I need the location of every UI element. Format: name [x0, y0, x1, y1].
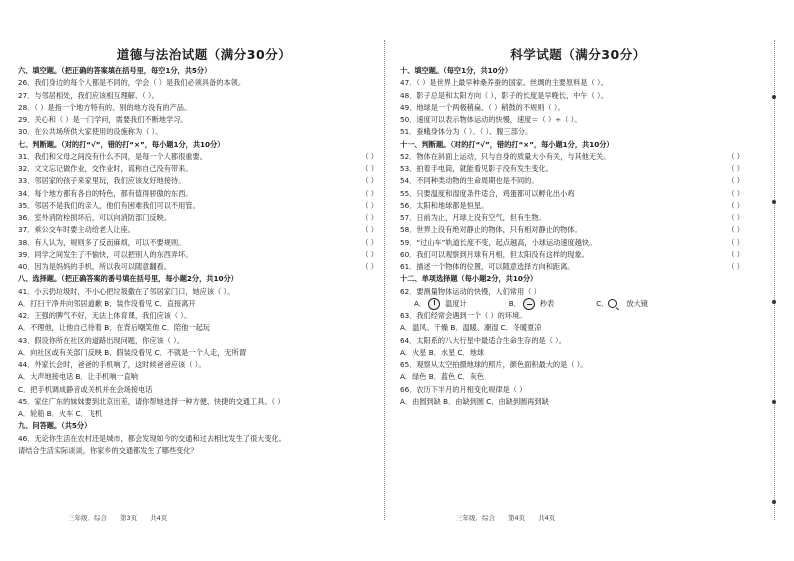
line-text: 七、判断题。（对的打“√”，错的打“×”，每小题1分，共10分） [18, 139, 225, 149]
question-line [400, 126, 756, 138]
question-line [18, 286, 390, 298]
thermometer-icon [428, 298, 440, 310]
answer-parentheses: （ ） [727, 176, 744, 186]
line-text: 八、选择题。（把正确答案的番号填在括号里，每小题2分，共10分） [18, 274, 238, 284]
binding-hole [772, 400, 776, 404]
line-text: 29．关心和（ ）是一门学问，需要我们不断地学习。 [18, 115, 188, 124]
answer-parentheses: （ ） [727, 249, 744, 259]
line-text: 九、问答题。（共5分） [18, 421, 92, 431]
line-text: C．把手机调成静音或关机并在会场接电话 [18, 384, 153, 394]
question-line [18, 151, 390, 163]
line-text: 46．无论你生活在农村还是城市，都会发现如今的交通和过去相比发生了很大变化。 [18, 433, 286, 443]
page-footer: 三年级．综合 第3页 共4页 [68, 514, 168, 522]
binding-hole [772, 500, 776, 504]
line-text: 六、填空题。（把正确的答案填在括号里，每空1分，共5分） [18, 66, 212, 75]
answer-parentheses: （ ） [361, 176, 378, 186]
magnifier-icon [608, 299, 617, 308]
question-line [400, 335, 756, 347]
question-line [18, 212, 390, 224]
line-text: 30．在公共场所供大家使用的设施称为（ ）。 [18, 127, 163, 137]
line-text: 44．外家长会时，爸爸的手机响了，这时候爸爸应该（ ）。 [18, 360, 206, 369]
line-text: 65．观察从太空拍摄地球的照片，颜色面积最大的是（ ）。 [400, 360, 588, 369]
line-text: 34．每个地方都有各自的特色，都有值得骄傲的东西。 [18, 188, 193, 198]
line-text: 43．假设你所在社区的道路出现问题，你应该（ ）。 [18, 335, 184, 345]
binding-hole [772, 95, 776, 99]
question-line [18, 359, 390, 371]
option-text: 温度计 [445, 298, 467, 308]
line-text: 64．太阳系的八大行星中最适合生命生存的是（ ）。 [400, 335, 566, 345]
question-line [400, 151, 756, 163]
question-line [400, 396, 756, 408]
answer-parentheses: （ ） [361, 237, 378, 247]
answer-parentheses: （ ） [361, 249, 378, 259]
answer-parentheses: （ ） [727, 262, 744, 271]
question-line [400, 175, 756, 187]
line-text: 58．世界上没有绝对静止的物体，只有相对静止的物体。 [400, 225, 582, 235]
section-heading [18, 65, 390, 77]
line-text: 66．农历下半月的月相变化规律是（ ） [400, 384, 527, 394]
left-exam-page [18, 0, 390, 561]
line-text: 51．蚕蛾身体分为（ ）、（ ）、腹三部分。 [400, 127, 533, 137]
line-text: 35．邻居不是我们的亲人，他们有困难我们可以不用管。 [18, 200, 200, 210]
line-text: 45．家住广东的妹妹要到北京出差，请你帮她选择一种方便、快捷的交通工具。（ ） [18, 396, 285, 406]
section-heading [400, 273, 756, 285]
question-line [400, 347, 756, 359]
line-text: A．打扫干净并向邻居道歉 B．装作没看见 C．直接离开 [18, 298, 196, 308]
line-text: 32．文文忘记做作业，交作业时，谎称自己没有带来。 [18, 164, 193, 173]
line-text: 54．不同种类动物的生命周期也是不同的。 [400, 176, 539, 186]
line-text: 48．影子总是和太阳方向（ ），影子的长度是早晚长，中午（ ）。 [400, 90, 608, 100]
question-line [400, 212, 756, 224]
option-letter: C． [596, 298, 609, 308]
question-line [18, 347, 390, 359]
question-line [400, 224, 756, 236]
question-line [18, 224, 390, 236]
line-text: 59．“过山车”轨道长度不变，起点越高，小球运动速度越快。 [400, 237, 597, 247]
question-line [18, 335, 390, 347]
page-divider [384, 40, 385, 520]
question-line [18, 445, 390, 457]
line-text: 28．（ ）是指一个地方特有的、别的地方没有的产品。 [18, 102, 192, 112]
line-text: 60．我们可以观察到月球有月相，但太阳没有这样的现象。 [400, 249, 589, 259]
line-text: 56．太阳和地球都是恒星。 [400, 200, 489, 210]
line-text: A．向社区或有关部门反映 B．假装没看见 C．不就是一个人走，无所谓 [18, 347, 246, 357]
line-text: 39．同学之间发生了不愉快，可以把别人的东西弄坏。 [18, 249, 193, 259]
question-line [400, 237, 756, 249]
question-line [400, 310, 756, 322]
question-line [18, 237, 390, 249]
line-text: 61．描述一个物体的位置，可以随意选择方向和距离。 [400, 262, 575, 271]
answer-parentheses: （ ） [727, 188, 744, 198]
line-text: 36．室外消防栓损坏后，可以向消防部门反映。 [18, 213, 171, 222]
line-text: 26．我们身边的每个人都是不同的，学会（ ）是我们必须具备的本领。 [18, 78, 246, 88]
line-text: 50．速度可以表示物体运动的快慢，速度＝（ ）÷（ ）。 [400, 115, 582, 124]
question-line [18, 200, 390, 212]
line-text: A．绿色 B．蓝色 C．灰色 [400, 372, 485, 382]
option-letter: B． [508, 298, 521, 308]
line-text: 33．邻居家的孩子来家里玩，我们应该友好地接待。 [18, 176, 186, 186]
line-text: A．由圆到缺 B．由缺到圆 C．由缺到圆再到缺 [400, 396, 549, 406]
question-line [400, 261, 756, 273]
binding-hole [772, 300, 776, 304]
line-text: 57．日前为止，月球上没有空气，但有生物。 [400, 213, 546, 222]
answer-parentheses: （ ） [361, 213, 378, 222]
binding-hole [772, 200, 776, 204]
page-title-science: 科学试题（满分30分） [510, 47, 646, 62]
question-line [400, 371, 756, 383]
question-line [18, 249, 390, 261]
question-line [18, 163, 390, 175]
question-line [400, 249, 756, 261]
line-text: 62．要测量物体运动的快慢，人们常用（ ） [400, 286, 541, 296]
question-line [400, 359, 756, 371]
line-text: 十一、判断题。（对的打“√”，错的打“×”，每小题1分，共10分） [400, 139, 614, 149]
question-line [18, 261, 390, 273]
section-heading [400, 65, 756, 77]
right-exam-page [400, 0, 756, 561]
section-heading [18, 139, 390, 151]
line-text: A．不理他，让他自己待着 B．在背后嘲笑他 C．陪他一起玩 [18, 323, 210, 333]
question-line [18, 322, 390, 334]
question-line [400, 114, 756, 126]
line-text: 47．（ ）是世界上最早种桑养蚕的国家。丝绸的主要原料是（ ）。 [400, 78, 608, 88]
answer-parentheses: （ ） [361, 188, 378, 198]
section-heading [18, 420, 390, 432]
question-line [18, 102, 390, 114]
line-text: 53．拍着手电筒，就能看见影子没有发生变化。 [400, 164, 553, 173]
question-line [18, 396, 390, 408]
question-line [18, 175, 390, 187]
line-text: 42．王强的脾气不好，无法上体育课，我们应该（ ）。 [18, 311, 192, 320]
answer-parentheses: （ ） [727, 213, 744, 222]
question-line [18, 90, 390, 102]
line-text: 49．地球是一个两极稍扁、（ ）稍鼓的不规则（ ）。 [400, 102, 565, 112]
line-text: A．温风、干燥 B．温暖、潮湿 C．冬暖夏凉 [400, 323, 542, 333]
answer-parentheses: （ ） [727, 151, 744, 161]
question-line [18, 371, 390, 383]
line-text: 37．乘公交车时要主动给老人让座。 [18, 225, 135, 235]
left-question-list [18, 65, 390, 457]
answer-parentheses: （ ） [361, 164, 378, 173]
question-line [400, 102, 756, 114]
question-line [400, 384, 756, 396]
answer-parentheses: （ ） [361, 262, 378, 271]
line-text: 40．因为是妈妈的手机，所以我可以随意翻看。 [18, 262, 171, 271]
question-line [400, 188, 756, 200]
line-text: 52．物体在斜面上运动，只与自身的质量大小有关，与其他无关。 [400, 151, 611, 161]
line-text: 31．我们和父母之间没有什么不同，是每一个人都很重要。 [18, 151, 207, 161]
question-line [400, 163, 756, 175]
section-heading [400, 139, 756, 151]
stopwatch-icon [523, 298, 535, 310]
question-line [18, 298, 390, 310]
binding-line [774, 40, 775, 520]
question-line [400, 200, 756, 212]
option-letter: A． [414, 298, 427, 308]
option-text: 放大镜 [626, 298, 648, 308]
right-question-list [400, 65, 756, 408]
question-line [18, 433, 390, 445]
line-text: A．火星 B．水星 C．地球 [400, 347, 485, 357]
question-line [400, 286, 756, 298]
line-text: 63．我们经常会遇到一个（ ）的环境。 [400, 311, 527, 320]
page-footer: 三年级．综合 第4页 共4页 [456, 514, 556, 522]
line-text: 41．小云扔垃圾时，不小心把垃圾撒在了邻居家门口，她应该（ ）。 [18, 286, 235, 296]
line-text: 38．有人认为，规则多了反而麻烦，可以不要规则。 [18, 237, 186, 247]
section-heading [18, 273, 390, 285]
line-text: A．大声地接电话 B．让手机响一直响 [18, 372, 138, 382]
line-text: 请结合生活实际谈谈，你家乡的交通都发生了哪些变化？ [18, 445, 198, 455]
answer-parentheses: （ ） [727, 200, 744, 210]
question-line [400, 298, 756, 310]
answer-parentheses: （ ） [727, 164, 744, 173]
line-text: 十、填空题。（每空1分，共10分） [400, 66, 513, 75]
question-line [18, 310, 390, 322]
question-line [400, 77, 756, 89]
answer-parentheses: （ ） [361, 200, 378, 210]
question-line [18, 114, 390, 126]
line-text: 55．只要温度和湿度条件适合，鸡蛋都可以孵化出小鸡 [400, 188, 575, 198]
question-line [18, 188, 390, 200]
answer-parentheses: （ ） [361, 225, 378, 235]
question-line [400, 90, 756, 102]
question-line [18, 126, 390, 138]
question-line [18, 384, 390, 396]
question-line [18, 77, 390, 89]
question-line [400, 322, 756, 334]
page-title-morality: 道德与法治试题（满分30分） [116, 47, 292, 62]
question-line [18, 408, 390, 420]
answer-parentheses: （ ） [727, 237, 744, 247]
line-text: 27．与邻居相处，我们应该相互理解、（ ）。 [18, 90, 159, 100]
answer-parentheses: （ ） [727, 225, 744, 235]
line-text: 十二、单项选择题（每小题2分，共10分） [400, 274, 538, 284]
option-text: 秒表 [539, 298, 555, 308]
answer-parentheses: （ ） [361, 151, 378, 161]
line-text: A．轮船 B．火车 C．飞机 [18, 409, 103, 418]
